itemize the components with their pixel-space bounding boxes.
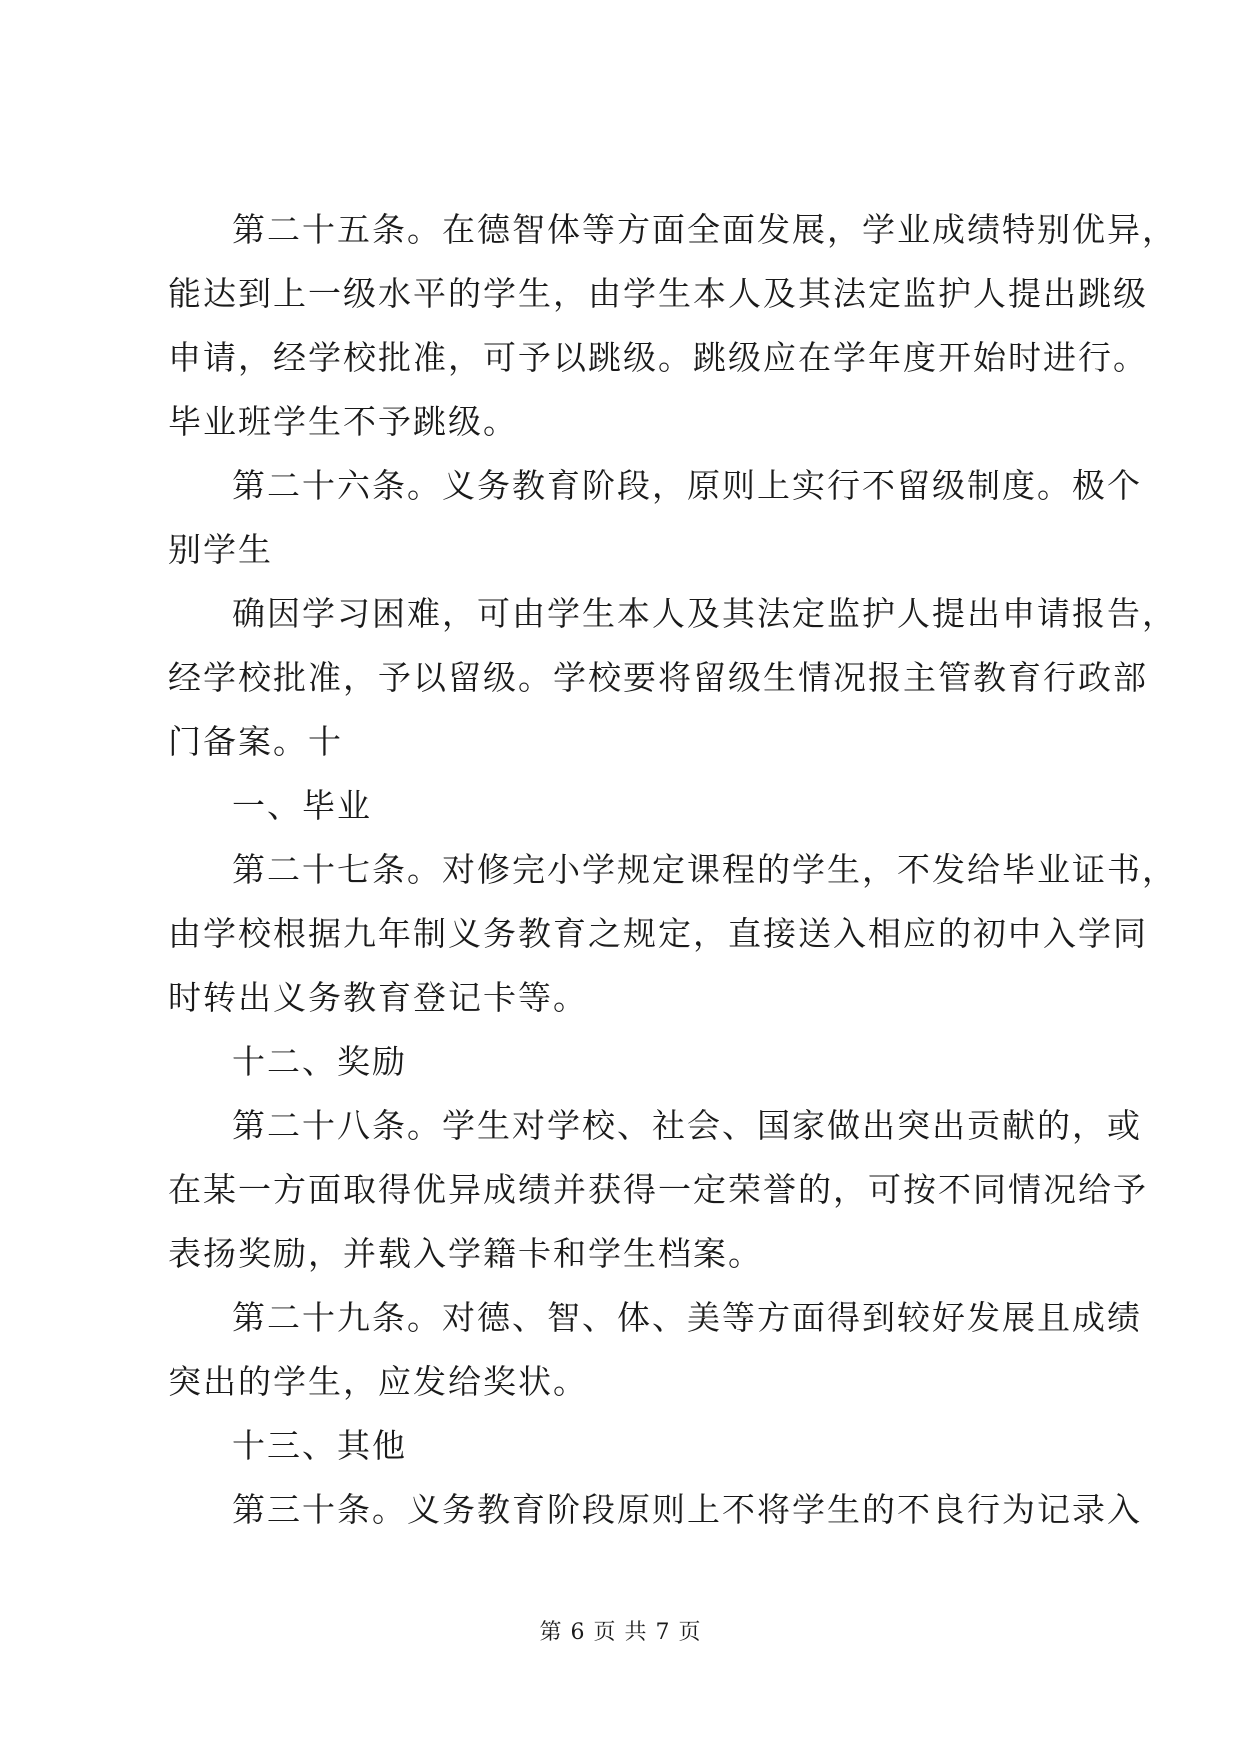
- paragraph-line: 第三十条。义务教育阶段原则上不将学生的不良行为记录入: [232, 1490, 1142, 1529]
- paragraph-line: 经学校批准，予以留级。学校要将留级生情况报主管教育行政部: [168, 658, 1148, 697]
- paragraph-line: 第二十六条。义务教育阶段，原则上实行不留级制度。极个: [232, 466, 1142, 505]
- paragraph-line: 门备案。十: [168, 722, 343, 761]
- document-body: [168, 198, 1177, 1542]
- paragraph-line: 第二十七条。对修完小学规定课程的学生，不发给毕业证书，: [232, 850, 1177, 889]
- paragraph-line: 表扬奖励，并载入学籍卡和学生档案。: [168, 1234, 763, 1273]
- paragraph-line: 由学校根据九年制义务教育之规定，直接送入相应的初中入学同: [168, 914, 1148, 953]
- paragraph-line: 在某一方面取得优异成绩并获得一定荣誉的，可按不同情况给予: [168, 1170, 1148, 1209]
- page-number-footer: 第 6 页 共 7 页: [539, 1620, 702, 1645]
- section-heading: 十三、其他: [232, 1426, 407, 1465]
- paragraph-line: 时转出义务教育登记卡等。: [168, 978, 588, 1017]
- paragraph-line: 确因学习困难，可由学生本人及其法定监护人提出申请报告，: [232, 594, 1177, 633]
- paragraph-line: 别学生: [168, 530, 273, 569]
- section-heading: 十二、奖励: [232, 1042, 407, 1081]
- paragraph-line: 第二十八条。学生对学校、社会、国家做出突出贡献的，或: [232, 1106, 1142, 1145]
- paragraph-line: 第二十五条。在德智体等方面全面发展，学业成绩特别优异，: [232, 210, 1177, 249]
- paragraph-line: 突出的学生，应发给奖状。: [168, 1362, 588, 1401]
- paragraph-line: 能达到上一级水平的学生，由学生本人及其法定监护人提出跳级: [168, 274, 1148, 313]
- paragraph-line: 申请，经学校批准，可予以跳级。跳级应在学年度开始时进行。: [168, 338, 1148, 377]
- section-heading: 一、毕业: [232, 786, 372, 825]
- paragraph-line: 毕业班学生不予跳级。: [168, 402, 518, 441]
- paragraph-line: 第二十九条。对德、智、体、美等方面得到较好发展且成绩: [232, 1298, 1142, 1337]
